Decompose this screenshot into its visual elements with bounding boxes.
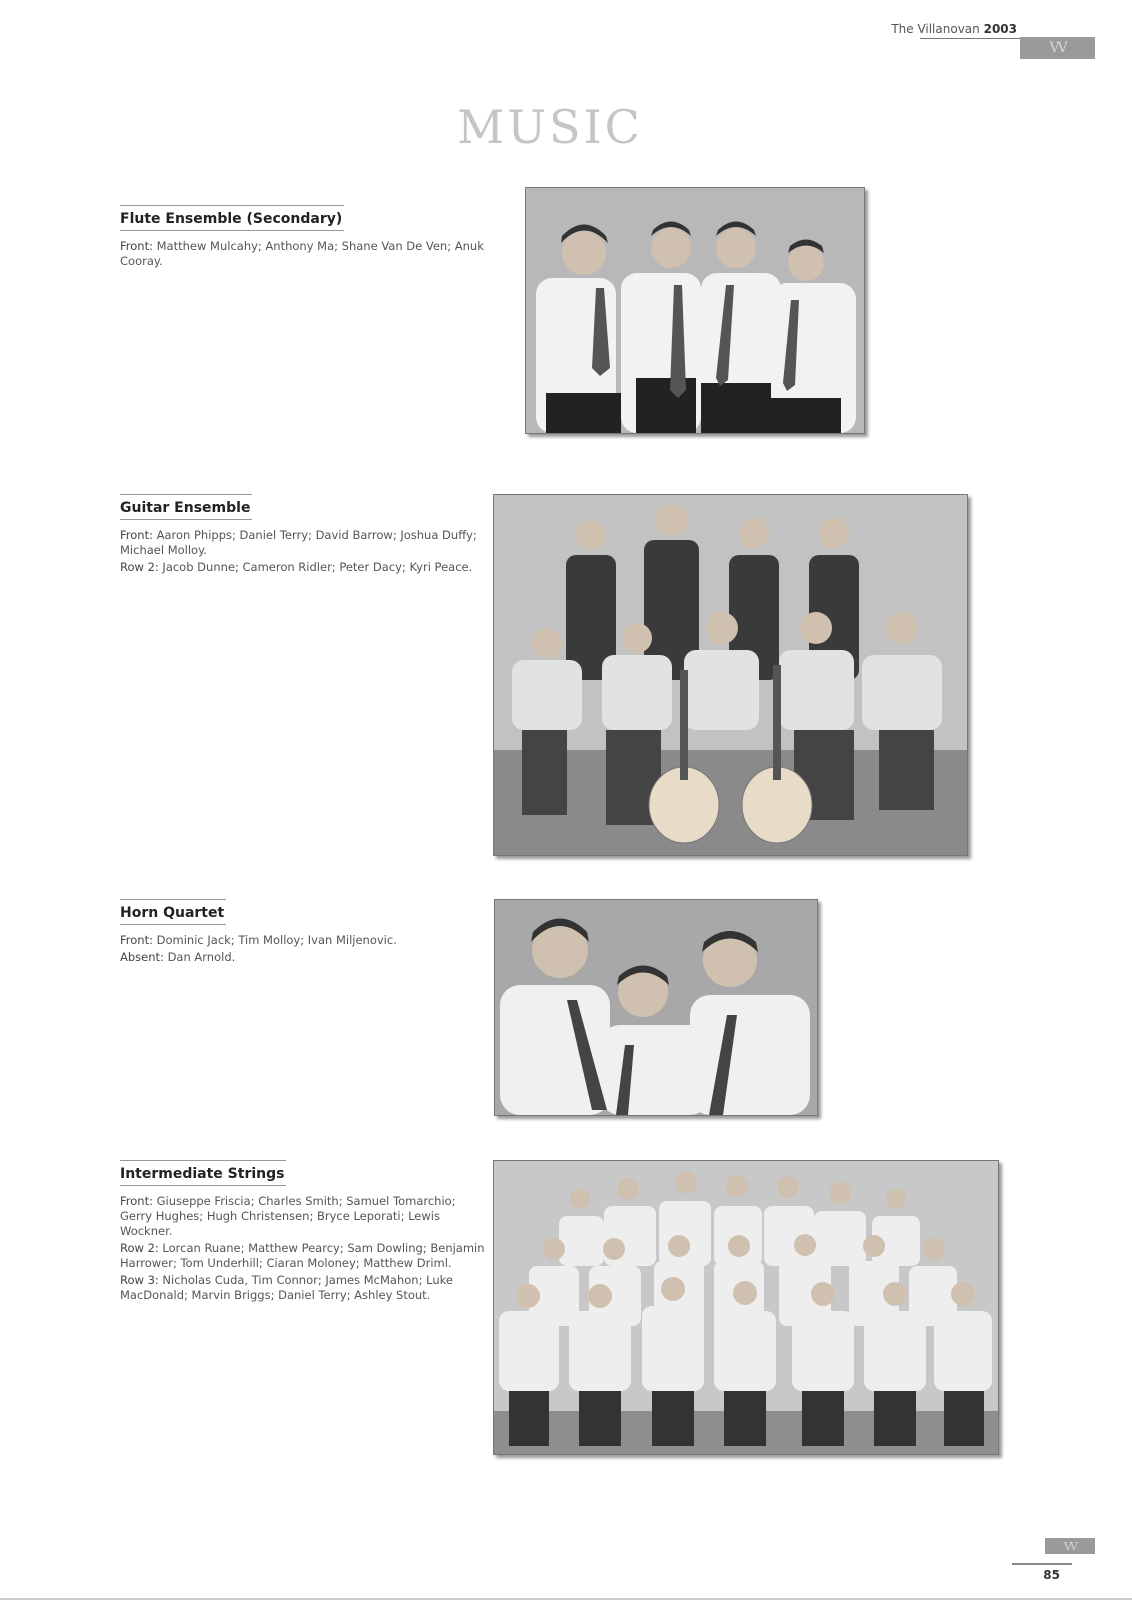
member-row [120, 560, 495, 575]
row-label: Front: [120, 528, 153, 542]
row-names: Giuseppe Friscia; Charles Smith; Samuel Tomarchio; Gerry Hughes; Hugh Christensen; Bryce Leporati; Lewis Wockner. [120, 1194, 456, 1238]
footer-logo-text: VV [1064, 1539, 1076, 1553]
section-title: Horn Quartet [120, 899, 226, 925]
header-rule [920, 38, 1020, 39]
guitar-ensemble-photo [493, 494, 968, 856]
flute-ensemble-photo [525, 187, 865, 434]
page-heading: MUSIC [457, 100, 643, 154]
row-names: Aaron Phipps; Daniel Terry; David Barrow; Joshua Duffy; Michael Molloy. [120, 528, 477, 557]
horn-quartet-photo [494, 899, 818, 1116]
header-logo [1020, 37, 1095, 59]
intermediate-strings-photo [493, 1160, 999, 1455]
row-label: Absent: [120, 950, 164, 964]
row-names: Jacob Dunne; Cameron Ridler; Peter Dacy; Kyri Peace. [162, 560, 473, 574]
row-names: Dan Arnold. [167, 950, 236, 964]
footer-rule [1012, 1563, 1072, 1565]
section-flute [120, 205, 495, 269]
row-label: Front: [120, 933, 153, 947]
member-row [120, 950, 495, 965]
row-names: Nicholas Cuda, Tim Connor; James McMahon; Luke MacDonald; Marvin Briggs; Daniel Terry; Ashley Stout. [120, 1273, 453, 1302]
header-logo-text: VV [1049, 40, 1066, 56]
publication-year: 2003 [983, 22, 1017, 36]
row-names: Dominic Jack; Tim Molloy; Ivan Miljenovic. [156, 933, 397, 947]
page-number: 85 [1043, 1568, 1060, 1582]
member-row [120, 933, 495, 948]
section-guitar [120, 494, 495, 575]
row-names: Lorcan Ruane; Matthew Pearcy; Sam Dowling; Benjamin Harrower; Tom Underhill; Ciaran Moloney; Matthew Driml. [120, 1241, 485, 1270]
section-title: Flute Ensemble (Secondary) [120, 205, 344, 231]
row-label: Front: [120, 239, 153, 253]
row-names: Matthew Mulcahy; Anthony Ma; Shane Van De Ven; Anuk Cooray. [120, 239, 484, 268]
member-row [120, 1194, 490, 1239]
section-horn [120, 899, 495, 965]
member-row [120, 528, 495, 558]
row-label: Row 3: [120, 1273, 159, 1287]
section-strings [120, 1160, 490, 1303]
row-label: Front: [120, 1194, 153, 1208]
row-label: Row 2: [120, 560, 159, 574]
section-title: Intermediate Strings [120, 1160, 286, 1186]
member-row [120, 1241, 490, 1271]
member-row [120, 1273, 490, 1303]
member-row [120, 239, 495, 269]
publication-title [891, 22, 1017, 36]
publication-name: The Villanovan [891, 22, 980, 36]
section-title: Guitar Ensemble [120, 494, 252, 520]
row-label: Row 2: [120, 1241, 159, 1255]
footer-logo [1045, 1538, 1095, 1554]
